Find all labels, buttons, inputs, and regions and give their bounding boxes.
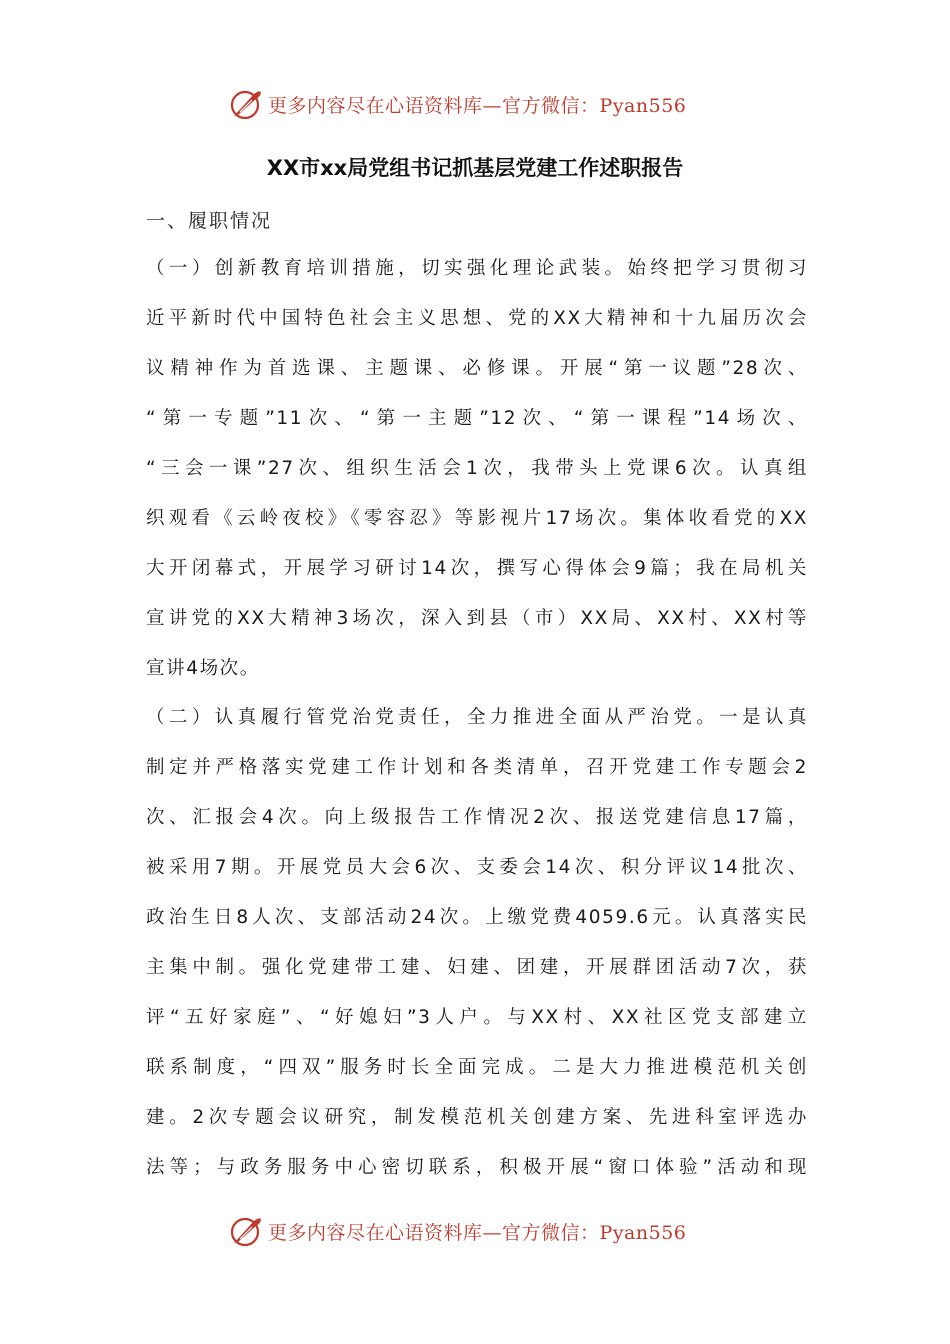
paragraph-line: （一）创新教育培训措施，切实强化理论武装。始终把学习贯彻习 — [146, 258, 808, 279]
paragraph-line: 制定并严格落实党建工作计划和各类清单，召开党建工作专题会2 — [146, 757, 808, 778]
paragraph-line: 评“五好家庭”、“好媳妇”3人户。与XX村、XX社区党支部建立 — [146, 1007, 808, 1028]
paragraph-line: 宣讲党的XX大精神3场次，深入到县（市）XX局、XX村、XX村等 — [146, 608, 808, 629]
paragraph-line: “第一专题”11次、“第一主题”12次、“第一课程”14场次、 — [146, 408, 808, 429]
header-banner — [228, 84, 686, 124]
paragraph-line: 近平新时代中国特色社会主义思想、党的XX大精神和十九届历次会 — [146, 308, 808, 329]
banner-wechat-label: 官方微信： — [502, 1221, 600, 1244]
paragraph-2 — [146, 693, 808, 1193]
paragraph-line: 议精神作为首选课、主题课、必修课。开展“第一议题”28次、 — [146, 358, 808, 379]
paragraph-line: （二）认真履行管党治党责任，全力推进全面从严治党。一是认真 — [146, 707, 808, 728]
paragraph-line: 大开闭幕式，开展学习研讨14次，撰写心得体会9篇；我在局机关 — [146, 558, 808, 579]
paragraph-line: “三会一课”27次、组织生活会1次，我带头上党课6次。认真组 — [146, 458, 808, 479]
banner-wechat-id: Pyan556 — [599, 1221, 687, 1244]
quill-logo-icon — [228, 1213, 264, 1249]
paragraph-line: 政治生日8人次、支部活动24次。上缴党费4059.6元。认真落实民 — [146, 907, 808, 928]
paragraph-line: 主集中制。强化党建带工建、妇建、团建，开展群团活动7次，获 — [146, 957, 808, 978]
banner-text-group — [268, 1218, 686, 1245]
footer-banner — [228, 1211, 686, 1251]
document-title: XX市xx局党组书记抓基层党建工作述职报告 — [266, 156, 684, 180]
paragraph-line: 织观看《云岭夜校》《零容忍》等影视片17场次。集体收看党的XX — [146, 508, 808, 529]
banner-wechat-label: 官方微信： — [502, 94, 600, 117]
paragraph-line: 宣讲4场次。 — [146, 658, 260, 679]
banner-separator: — — [482, 1221, 503, 1244]
paragraph-1 — [146, 244, 808, 694]
banner-text-group — [268, 91, 686, 118]
paragraph-line: 建。2次专题会议研究，制发模范机关创建方案、先进科室评选办 — [146, 1107, 808, 1128]
paragraph-line: 联系制度，“四双”服务时长全面完成。二是大力推进模范机关创 — [146, 1057, 808, 1078]
banner-wechat-id: Pyan556 — [599, 94, 687, 117]
banner-separator: — — [482, 94, 503, 117]
paragraph-line: 法等；与政务服务中心密切联系，积极开展“窗口体验”活动和现 — [146, 1157, 808, 1178]
section-heading: 一、履职情况 — [146, 210, 273, 232]
paragraph-line: 次、汇报会4次。向上级报告工作情况2次、报送党建信息17篇， — [146, 807, 808, 828]
paragraph-line: 被采用7期。开展党员大会6次、支委会14次、积分评议14批次、 — [146, 857, 808, 878]
quill-logo-icon — [228, 86, 264, 122]
banner-slogan: 更多内容尽在心语资料库 — [268, 1221, 483, 1244]
banner-slogan: 更多内容尽在心语资料库 — [268, 94, 483, 117]
